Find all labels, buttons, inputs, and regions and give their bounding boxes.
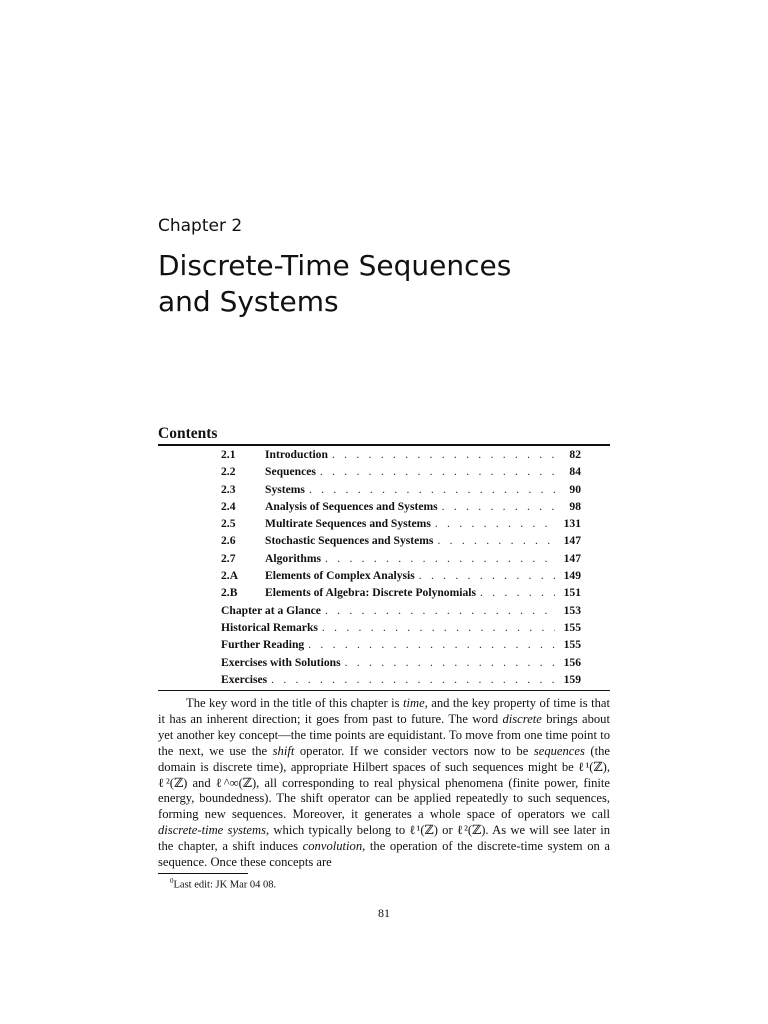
body-text-segment: operator. If we consider vectors now to be (294, 743, 534, 758)
emphasis-discrete: discrete (502, 711, 542, 726)
chapter-title (158, 248, 511, 320)
toc-leader-dots (325, 602, 555, 619)
toc-entry-title: Historical Remarks (221, 620, 318, 634)
toc-entry-page: 155 (563, 620, 581, 634)
footnote-rule (158, 873, 248, 874)
toc-entry[interactable] (221, 532, 581, 549)
emphasis-sequences: sequences (533, 743, 585, 758)
toc-entry[interactable] (221, 619, 581, 636)
toc-entry-title: Chapter at a Glance (221, 603, 321, 617)
toc-entry[interactable] (221, 602, 581, 619)
toc-entry-title: Elements of Complex Analysis (265, 569, 415, 583)
body-text-segment: , the operation of the discrete-time system on a sequence. Once these concepts are (158, 839, 611, 870)
toc-entry-title: Exercises (221, 672, 268, 686)
toc-entry[interactable] (221, 498, 581, 515)
toc-entry-title: Systems (265, 482, 305, 496)
toc-entry[interactable] (221, 654, 581, 671)
contents-bottom-rule (158, 690, 610, 691)
toc-leader-dots (419, 567, 555, 584)
toc-leader-dots (308, 636, 555, 653)
toc-entry[interactable] (221, 567, 581, 584)
toc-entry-title: Algorithms (265, 551, 322, 565)
emphasis-discrete-time-systems: discrete-time systems (158, 823, 267, 838)
toc-leader-dots (345, 654, 555, 671)
emphasis-time: time (403, 696, 425, 710)
toc-entry-title: Exercises with Solutions (221, 655, 341, 669)
toc-entry-title: Multirate Sequences and Systems (265, 517, 431, 531)
toc-leader-dots (325, 550, 555, 567)
toc-entry-page: 156 (563, 655, 581, 669)
toc-entry-number: 2.7 (221, 551, 236, 565)
toc-entry-page: 151 (563, 586, 581, 600)
toc-leader-dots (480, 584, 555, 601)
chapter-label: Chapter 2 (158, 216, 243, 236)
toc-entry-number: 2.4 (221, 499, 236, 513)
toc-leader-dots (322, 619, 555, 636)
toc-entry[interactable] (221, 446, 581, 463)
toc-entry[interactable] (221, 636, 581, 653)
toc-entry-title: Stochastic Sequences and Systems (265, 534, 434, 548)
toc-entry-number: 2.3 (221, 482, 236, 496)
emphasis-convolution: convolution (302, 839, 363, 854)
body-text-segment: , and the key property of time is that it has an inherent direction; it goes from past to future. The word (158, 696, 610, 726)
toc-entry-page: 147 (563, 534, 581, 548)
footnote-text: Last edit: JK Mar 04 08. (173, 879, 277, 891)
page-number: 81 (378, 906, 390, 920)
toc-entry-number: 2.1 (221, 448, 236, 461)
chapter-title-line-2: and Systems (158, 285, 339, 318)
contents-heading: Contents (158, 425, 218, 442)
toc-entry-title: Further Reading (221, 638, 305, 652)
toc-entry-number: 2.6 (221, 534, 236, 548)
chapter-title-line-1: Discrete-Time Sequences (158, 249, 512, 282)
toc-leader-dots (442, 498, 555, 515)
body-text-segment: (the domain is discrete time), appropriate Hilbert spaces of such sequences might be ℓ¹(ℤ), ℓ²(ℤ) and ℓ^∞(ℤ), all corresponding to real physical phenomena (finite power, finite energy, boundedness). The shift operator can be applied repeatedly to such sequences, forming new sequences. Moreover, it generates a whole space of operators we call (158, 743, 610, 822)
emphasis-shift: shift (272, 743, 295, 758)
toc-entry-page: 147 (563, 551, 581, 565)
toc-entry[interactable] (221, 481, 581, 498)
toc-entry[interactable] (221, 463, 581, 480)
toc-leader-dots (435, 515, 555, 532)
toc-entry-page: 84 (569, 465, 581, 479)
toc-entry-page: 131 (563, 517, 581, 531)
toc-entry[interactable] (221, 584, 581, 601)
body-text-segment: brings about yet another key concept—the time points are equidistant. To move from one time point to the next, we use the (158, 711, 610, 758)
toc-entry-number: 2.5 (221, 517, 236, 531)
toc-entry-page: 155 (563, 638, 581, 652)
toc-entry-number: 2.A (221, 569, 239, 583)
toc-entry-title: Introduction (265, 448, 328, 461)
toc-entry-page: 90 (569, 482, 581, 496)
toc-entry-page: 98 (569, 499, 581, 513)
body-text-segment: The key word in the title of this chapter is (186, 696, 404, 710)
toc-entry-page: 149 (563, 569, 581, 583)
toc-leader-dots (271, 671, 555, 688)
footnote-marker: 0 (170, 877, 174, 885)
toc-entry[interactable] (221, 671, 581, 688)
toc-leader-dots (309, 481, 555, 498)
toc-entry[interactable] (221, 550, 581, 567)
toc-entry-title: Sequences (265, 465, 316, 479)
toc-entry-page: 82 (569, 448, 581, 461)
toc-entry-title: Analysis of Sequences and Systems (265, 499, 438, 513)
toc-entry-page: 153 (563, 603, 581, 617)
toc-entry[interactable] (221, 515, 581, 532)
toc-leader-dots (320, 463, 555, 480)
toc-entry-page: 159 (563, 672, 581, 686)
toc-entry-number: 2.B (221, 586, 238, 600)
toc-leader-dots (332, 446, 555, 463)
footnote (170, 877, 276, 891)
toc-leader-dots (437, 532, 555, 549)
toc-entry-title: Elements of Algebra: Discrete Polynomials (265, 586, 477, 600)
toc-entry-number: 2.2 (221, 465, 236, 479)
body-paragraph (158, 696, 610, 871)
table-of-contents (221, 446, 581, 688)
body-text-segment: , which typically belong to ℓ¹(ℤ) or ℓ²(ℤ). As we will see later in the chapter, a shift induces (158, 823, 610, 854)
